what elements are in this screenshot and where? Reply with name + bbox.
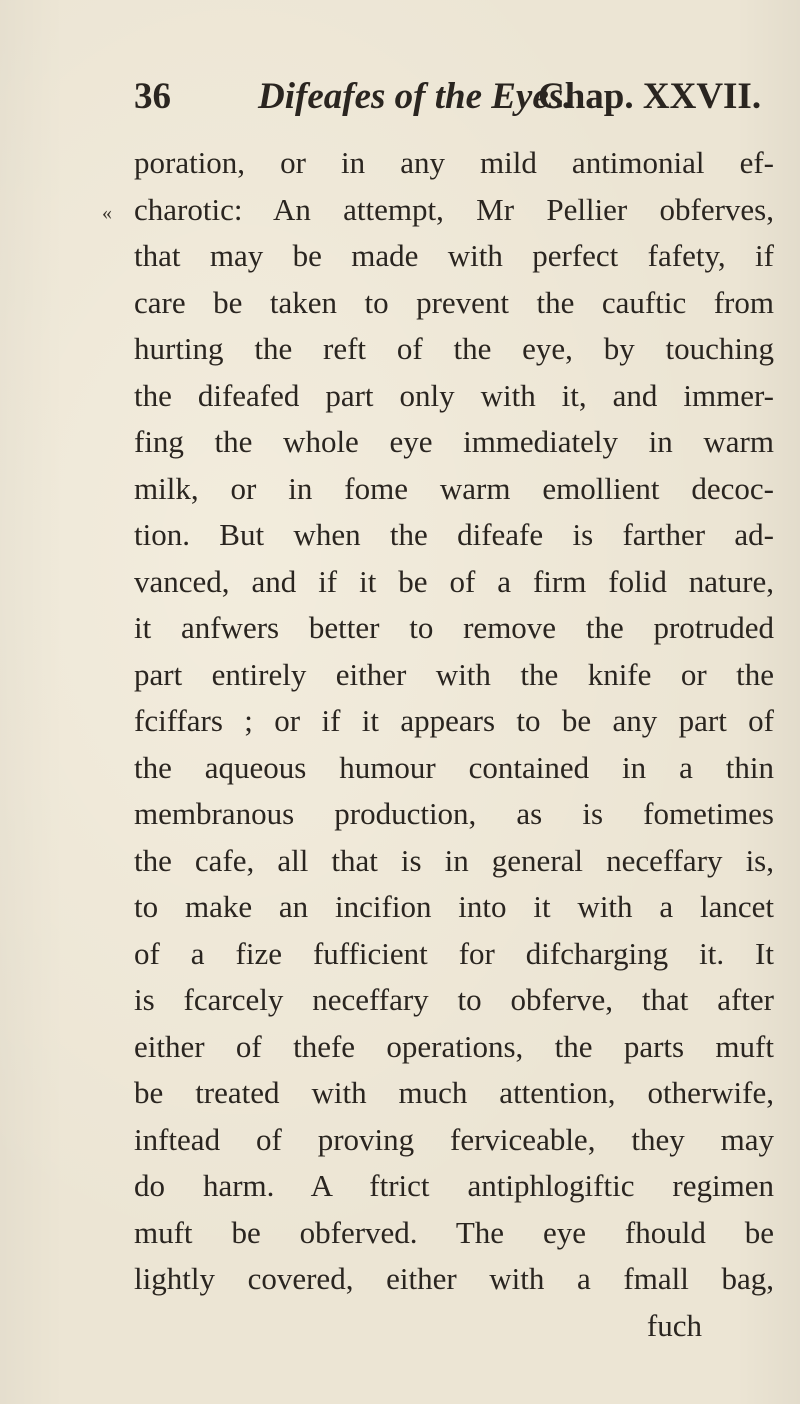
body-text	[134, 140, 774, 1349]
text-line: muft be obferved. The eye fhould be	[134, 1214, 774, 1250]
text-line: that may be made with perfect fafety, if	[134, 238, 774, 273]
text-line: charotic: An attempt, Mr Pellier obferves,	[134, 191, 774, 227]
text-line: membranous production, as is fometimes	[134, 796, 774, 831]
text-line: it anfwers better to remove the protruded	[134, 610, 774, 645]
text-line: tion. But when the difeafe is farther ad-	[134, 517, 774, 552]
text-line: poration, or in any mild antimonial ef-	[134, 145, 774, 180]
text-line: lightly covered, either with a fmall bag,	[134, 1261, 774, 1296]
text-line: part entirely either with the knife or the	[134, 656, 774, 692]
text-line: the difeafed part only with it, and immer-	[134, 377, 774, 413]
text-line: milk, or in fome warm emollient decoc-	[134, 470, 774, 506]
text-line: hurting the reft of the eye, by touching	[134, 331, 774, 366]
text-line: be treated with much attention, otherwife,	[134, 1075, 774, 1110]
text-line: fing the whole eye immediately in warm	[134, 424, 774, 459]
running-head	[134, 72, 774, 122]
text-line: of a fize fufficient for difcharging it. It	[134, 935, 774, 971]
text-line: vanced, and if it be of a firm folid nature,	[134, 563, 774, 599]
catchword: fuch	[646, 1307, 702, 1343]
text-line: fciffars ; or if it appears to be any part of	[134, 703, 774, 738]
text-line: the cafe, all that is in general neceffary is,	[134, 842, 774, 878]
text-line: to make an incifion into it with a lancet	[134, 889, 774, 924]
text-line: do harm. A ftrict antiphlogiftic regimen	[134, 1168, 774, 1203]
text-line: care be taken to prevent the cauftic from	[134, 284, 774, 320]
chapter-heading: Chap. XXVII.	[538, 76, 762, 117]
page-number: 36	[134, 76, 171, 117]
running-title: Difeafes of the Eyes.	[258, 76, 573, 117]
margin-mark: «	[102, 202, 112, 224]
text-line: either of thefe operations, the parts muft	[134, 1028, 774, 1064]
text-line: is fcarcely neceffary to obferve, that after	[134, 982, 774, 1017]
text-line: inftead of proving ferviceable, they may	[134, 1121, 774, 1157]
text-line: the aqueous humour contained in a thin	[134, 749, 774, 785]
